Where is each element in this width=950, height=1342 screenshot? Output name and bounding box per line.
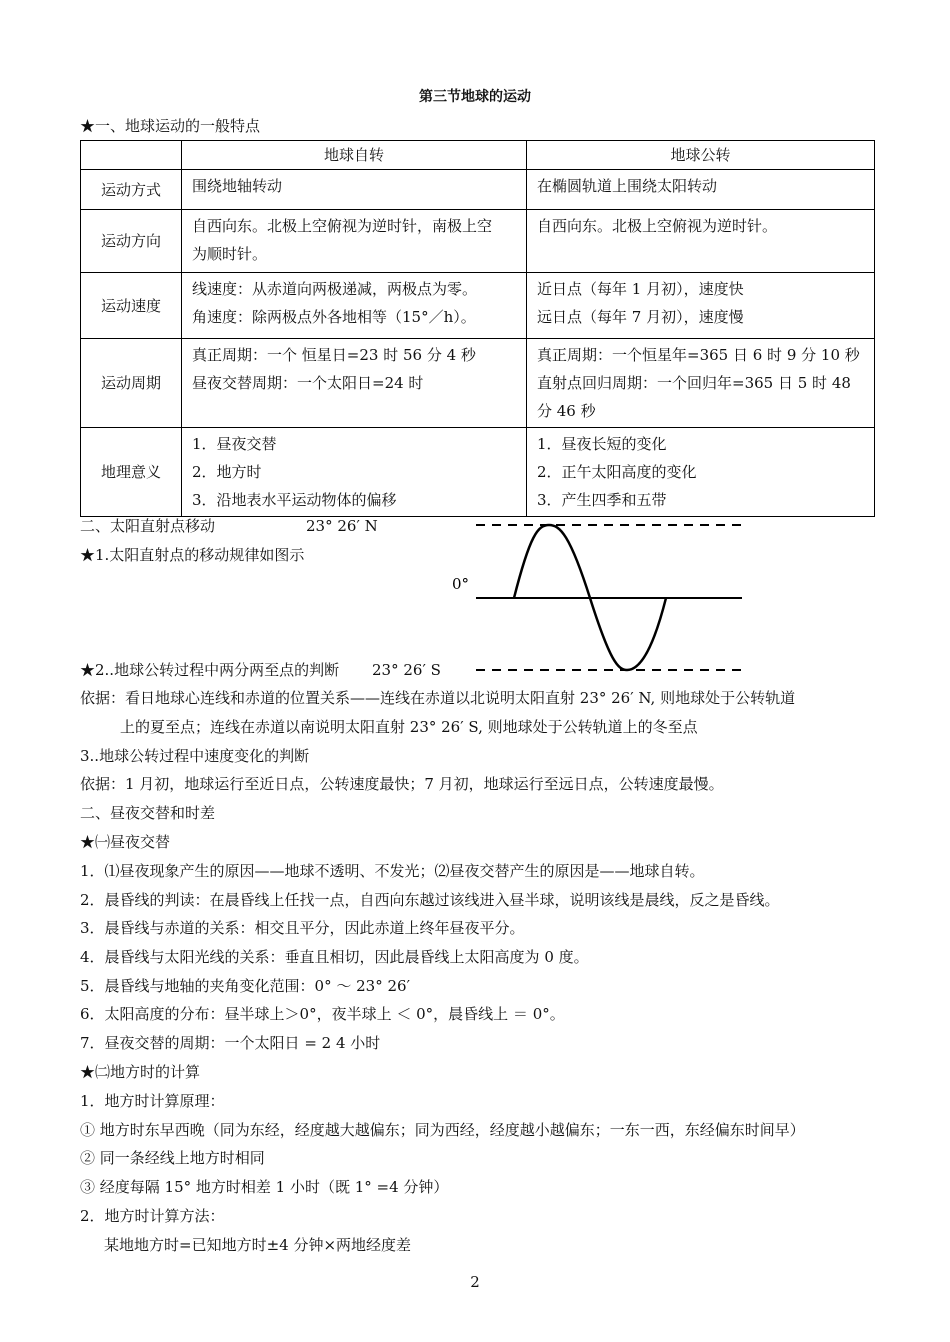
table-row [81,273,875,339]
cell-line: 在椭圆轨道上围绕太阳转动 [537,177,718,195]
section-heading-1: ★一、地球运动的一般特点 [80,117,261,135]
table-corner-cell [81,141,182,170]
text-line: 6．太阳高度的分布：昼半球上＞0°，夜半球上 ＜ 0°，晨昏线上 ＝ 0°。 [80,1005,565,1023]
row-label: 地理意义 [81,428,182,517]
text-line: 依据：看日地球心连线和赤道的位置关系——连线在赤道以北说明太阳直射 23° 26′ N, 则地球处于公转轨道 [80,689,796,707]
cell-line: 分 46 秒 [537,402,596,420]
row-label: 运动方向 [81,210,182,273]
cell-line: 3．产生四季和五带 [537,491,667,509]
header-rotation: 地球自转 [182,141,527,170]
cell-line: 1．昼夜交替 [192,435,277,453]
text-line: ★1.太阳直射点的移动规律如图示 [80,546,305,564]
text-line: 2．地方时计算方法： [80,1207,225,1225]
text-line: ③ 经度每隔 15° 地方时相差 1 小时（既 1° =4 分钟） [80,1178,449,1196]
section-heading-3: 二、昼夜交替和时差 [80,804,216,822]
text-line: ★2..地球公转过程中两分两至点的判断 [80,661,340,679]
text-line: ★㈠昼夜交替 [80,833,171,851]
table-row [81,339,875,428]
cell-line: 1．昼夜长短的变化 [537,435,667,453]
cell-line: 2．地方时 [192,463,262,481]
text-line: ② 同一条经线上地方时相同 [80,1149,265,1167]
cell-line: 自西向东。北极上空俯视为逆时针。 [537,217,778,235]
cell-line: 线速度：从赤道向两极递减，两极点为零。 [192,280,478,298]
text-line: 3..地球公转过程中速度变化的判断 [80,747,310,765]
cell-line: 近日点（每年 1 月初），速度快 [537,280,744,298]
cell-line: 真正周期：一个恒星年=365 日 6 时 9 分 10 秒 [537,346,860,364]
text-line: 3．晨昏线与赤道的关系：相交且平分，因此赤道上终年昼夜平分。 [80,919,525,937]
cell-line: 3．沿地表水平运动物体的偏移 [192,491,397,509]
section-heading-2: 二、太阳直射点移动 [80,517,216,535]
cell-line: 昼夜交替周期：一个太阳日=24 时 [192,374,424,392]
table-header-row [81,141,875,170]
page-number: 2 [470,1273,480,1291]
cell-line: 自西向东。北极上空俯视为逆时针，南极上空 [192,217,493,235]
text-line: 某地地方时=已知地方时±4 分钟×两地经度差 [104,1236,412,1254]
text-line: 7．昼夜交替的周期：一个太阳日 = 2 4 小时 [80,1034,381,1052]
table-row [81,170,875,210]
label-south-tropic: 23° 26′ S [372,661,441,679]
text-line: 4．晨昏线与太阳光线的关系：垂直且相切，因此晨昏线上太阳高度为 0 度。 [80,948,589,966]
text-line: 2．晨昏线的判读：在晨昏线上任找一点，自西向东越过该线进入昼半球，说明该线是晨线，反之是昏线。 [80,891,780,909]
cell-line: 角速度：除两极点外各地相等（15°／h）。 [192,308,476,326]
text-line: ① 地方时东早西晚（同为东经，经度越大越偏东；同为西经，经度越小越偏东；一东一西，东经偏东时间早） [80,1121,805,1139]
cell-line: 2．正午太阳高度的变化 [537,463,697,481]
row-label: 运动速度 [81,273,182,339]
cell-line: 为顺时针。 [192,245,268,263]
row-label: 运动方式 [81,170,182,210]
text-line: 1．⑴昼夜现象产生的原因——地球不透明、不发光；⑵昼夜交替产生的原因是——地球自转。 [80,862,705,880]
text-line: 5．晨昏线与地轴的夹角变化范围：0° ～ 23° 26′ [80,977,410,995]
text-line: 1．地方时计算原理： [80,1092,225,1110]
earth-motion-table [80,140,875,517]
cell-line: 围绕地轴转动 [192,177,283,195]
row-label: 运动周期 [81,339,182,428]
label-equator: 0° [452,575,470,593]
text-line: ★㈡地方时的计算 [80,1063,201,1081]
label-north-tropic: 23° 26′ N [306,517,378,535]
table-row [81,210,875,273]
table-row [81,428,875,517]
text-line: 依据：1 月初，地球运行至近日点，公转速度最快；7 月初，地球运行至远日点，公转速度最慢。 [80,775,724,793]
subsolar-point-diagram [440,515,760,680]
cell-line: 真正周期：一个 恒星日=23 时 56 分 4 秒 [192,346,476,364]
page-title: 第三节地球的运动 [419,89,531,105]
text-line: 上的夏至点；连线在赤道以南说明太阳直射 23° 26′ S, 则地球处于公转轨道上的冬至点 [120,718,698,736]
header-revolution: 地球公转 [527,141,875,170]
cell-line: 远日点（每年 7 月初），速度慢 [537,308,744,326]
cell-line: 直射点回归周期：一个回归年=365 日 5 时 48 [537,374,851,392]
